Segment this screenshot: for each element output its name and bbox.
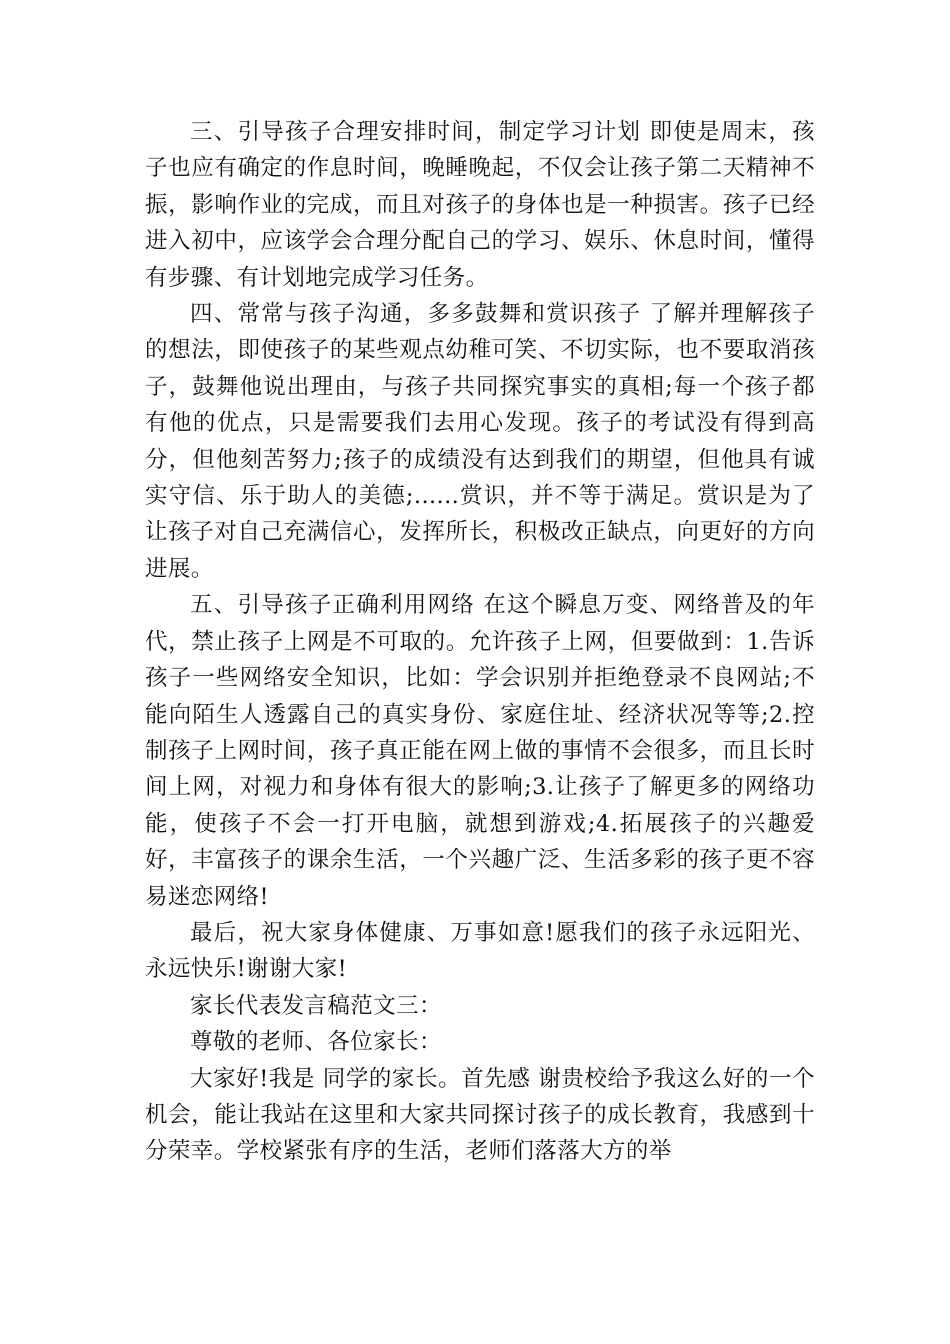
paragraph-closing: 最后，祝大家身体健康、万事如意!愿我们的孩子永远阳光、永远快乐!谢谢大家!: [145, 919, 815, 983]
paragraph-internet-use: 五、引导孩子正确利用网络 在这个瞬息万变、网络普及的年代，禁止孩子上网是不可取的。允许孩子上网，但要做到：1.告诉孩子一些网络安全知识，比如：学会识别并拒绝登录不良网站;不能向陌生人透露自己的真实身份、家庭住址、经济状况等等;2.控制孩子上网时间，孩子真正能在网上做的事情不会很多，而且长时间上网，对视力和身体有很大的影响;3.让孩子了解更多的网络功能，使孩子不会一打开电脑，就想到游戏;4.拓展孩子的兴趣爱好，丰富孩子的课余生活，一个兴趣广泛、生活多彩的孩子更不容易迷恋网络!: [145, 592, 815, 910]
paragraph-greeting: 大家好!我是 同学的家长。首先感 谢贵校给予我这么好的一个机会，能让我站在这里和大家共同探讨孩子的成长教育，我感到十分荣幸。学校紧张有序的生活，老师们落落大方的举: [145, 1065, 815, 1165]
section-heading: 家长代表发言稿范文三：: [190, 992, 442, 1019]
document-body: [145, 114, 815, 1170]
paragraph-communication: 四、常常与孩子沟通，多多鼓舞和赏识孩子 了解并理解孩子的想法，即使孩子的某些观点幼稚可笑、不切实际，也不要取消孩子，鼓舞他说出理由，与孩子共同探究事实的真相;每一个孩子都有他的优点，只是需要我们去用心发现。孩子的考试没有得到高分，但他刻苦努力;孩子的成绩没有达到我们的期望，但他具有诚实守信、乐于助人的美德;......赏识，并不等于满足。赏识是为了让孩子对自己充满信心，发挥所长，积极改正缺点，向更好的方向进展。: [145, 301, 815, 582]
paragraph-time-planning: 三、引导孩子合理安排时间，制定学习计划 即使是周末，孩子也应有确定的作息时间，晚睡晚起，不仅会让孩子第二天精神不振，影响作业的完成，而且对孩子的身体也是一种损害。孩子已经进入初中，应该学会合理分配自己的学习、娱乐、休息时间，懂得有步骤、有计划地完成学习任务。: [145, 119, 815, 291]
salutation: 尊敬的老师、各位家长：: [190, 1029, 442, 1056]
